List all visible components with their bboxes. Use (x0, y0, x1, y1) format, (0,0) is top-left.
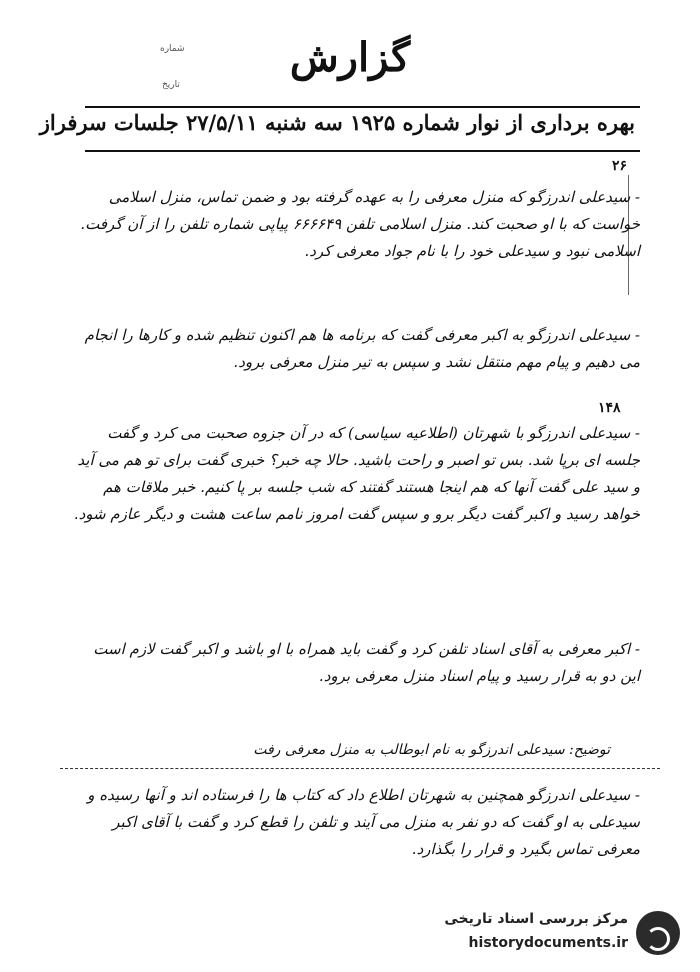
document-title: گزارش (289, 34, 411, 81)
paragraph-2: - سیدعلی اندرزگو به اکبر معرفی گفت که برنامه ها هم اکنون تنظیم شده و کارها را انجام می دهیم و پیام مهم منتقل نشد و سپس به تیر منزل معرفی برود. (84, 326, 640, 371)
paragraph-4: - اکبر معرفی به آقای اسناد تلفن کرد و گفت باید همراه با او باشد و اکبر گفت لازم است این دو به قرار رسید و پیام اسناد منزل معرفی برود. (93, 640, 640, 685)
header-rule-top (85, 106, 640, 108)
archive-logo-icon (636, 911, 680, 955)
paragraph-number-3: ۱۴۸ (598, 400, 621, 416)
watermark-url: historydocuments.ir (468, 935, 628, 951)
watermark-title: مرکز بررسی اسناد تاریخی (444, 911, 628, 927)
header-rule-bottom (85, 150, 640, 152)
margin-note-date: تاریخ (162, 80, 180, 90)
paragraph-1: - سیدعلی اندرزگو که منزل معرفی را به عهده گرفته بود و ضمن تماس، منزل اسلامی خواست که با او صحبت کند. منزل اسلامی تلفن ۶۶۶۶۴۹ پیاپی شماره تلفن را از آن گرفت. اسلامی نبود و سیدعلی خود را با نام جواد معرفی کرد. (80, 188, 640, 260)
paragraph-number-1: ۲۶ (612, 158, 628, 174)
paragraph-5: - سیدعلی اندرزگو همچنین به شهرتان اطلاع داد که کتاب ها را فرستاده اند و آنها رسیده و سیدعلی به او گفت که دو نفر به منزل می آیند و تلفن را قطع کرد و گفت با آقای اکبر معرفی تماس بگیرد و قرار را بگذارد. (87, 786, 640, 858)
explanation-note: توضیح: سیدعلی اندرزگو به نام ابوطالب به منزل معرفی رفت (253, 742, 610, 758)
dashed-separator (60, 768, 660, 769)
archive-watermark (430, 905, 680, 961)
source-line: بهره برداری از نوار شماره ۱۹۲۵ سه شنبه ۲۷/۵/۱۱ جلسات سرفراز (39, 110, 635, 135)
paragraph-3: - سیدعلی اندرزگو با شهرتان (اطلاعیه سیاسی) که در آن جزوه صحبت می کرد و گفت جلسه ای برپا شد. بس تو اصبر و راحت باشید. حالا چه خبر؟ خبری گفت برای تو هم می آید و سید علی گفت آنها که هم اینجا هستند گفتند که شب جلسه بر پا کنیم. خبر ملاقات هم خواهد رسید و اکبر گفت دیگر برو و سپس گفت امروز نامم ساعت هشت و دیگر عازم شود. (73, 424, 640, 523)
margin-note-number: شماره (160, 44, 185, 54)
